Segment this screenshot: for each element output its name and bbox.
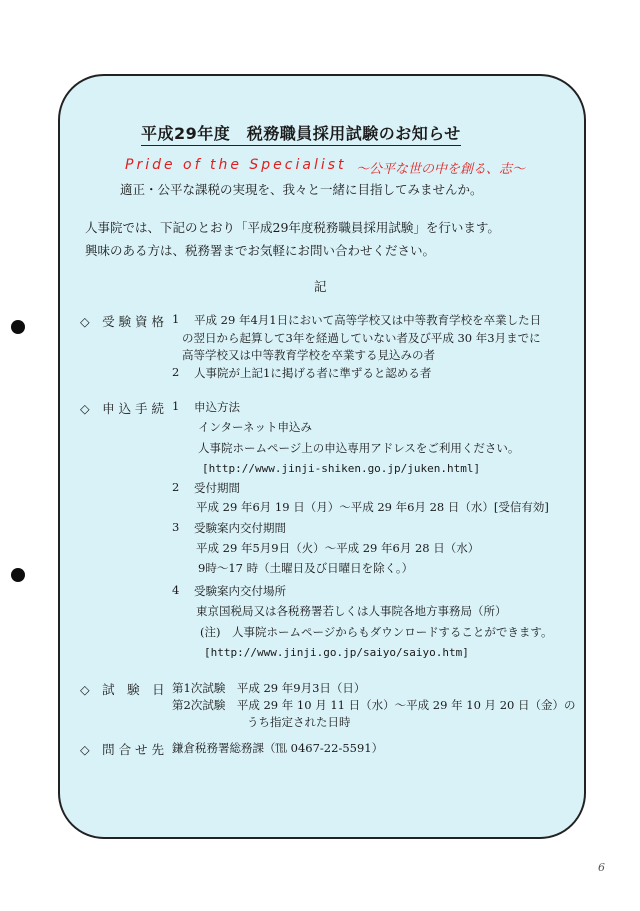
- application-item3-num: 3: [172, 520, 180, 534]
- application-item1-num: 1: [172, 399, 180, 413]
- intro-line-1: 人事院では、下記のとおり「平成29年度税務職員採用試験」を行います。: [85, 220, 500, 235]
- application-item4-line2: (注) 人事院ホームページからもダウンロードすることができます。: [200, 625, 553, 639]
- intro-line-2: 興味のある方は、税務署までお気軽にお問い合わせください。: [85, 243, 436, 258]
- slogan-japanese: ～公平な世の中を創る、志～: [356, 162, 526, 177]
- ki-heading: 記: [314, 279, 327, 294]
- application-item3-line2: 9時～17 時（土曜日及び日曜日を除く。）: [198, 561, 414, 575]
- application-item1-line2: 人事院ホームページ上の申込専用アドレスをご利用ください。: [198, 441, 520, 455]
- binder-hole-top: [11, 320, 25, 334]
- application-item3-title: 受験案内交付期間: [194, 521, 286, 535]
- page-number: 6: [598, 861, 605, 874]
- eligibility-item2-num: 2: [172, 365, 180, 379]
- application-item4-title: 受験案内交付場所: [194, 584, 286, 598]
- application-item4-num: 4: [172, 583, 180, 597]
- contact-text: 鎌倉税務署総務課（℡ 0467-22-5591）: [172, 741, 384, 755]
- section-label-contact: ◇ 問 合 せ 先: [80, 742, 165, 757]
- eligibility-item1-line2: の翌日から起算して3年を経過していない者及び平成 30 年3月までに: [182, 331, 541, 345]
- binder-hole-bottom: [11, 568, 25, 582]
- page-title: 平成29年度 税務職員採用試験のお知らせ: [141, 121, 461, 146]
- application-item1-line1: インターネット申込み: [198, 420, 312, 434]
- application-item4-line1: 東京国税局又は各税務署若しくは人事院各地方事務局（所）: [196, 604, 507, 618]
- application-item1-url[interactable]: [http://www.jinji-shiken.go.jp/juken.html]: [202, 462, 481, 475]
- section-label-eligibility: ◇ 受 験 資 格: [80, 314, 165, 329]
- exam-date-line3: うち指定された日時: [247, 715, 351, 729]
- application-item3-line1: 平成 29 年5月9日（火）～平成 29 年6月 28 日（水）: [196, 541, 480, 555]
- application-item4-url[interactable]: [http://www.jinji.go.jp/saiyo/saiyo.htm]: [204, 646, 469, 659]
- application-item1-title: 申込方法: [194, 400, 240, 414]
- application-item2-title: 受付期間: [194, 481, 240, 495]
- section-label-exam-date: ◇ 試 験 日: [80, 682, 165, 697]
- eligibility-item1-line3: 高等学校又は中等教育学校を卒業する見込みの者: [182, 348, 435, 362]
- subtitle: 適正・公平な課税の実現を、我々と一緒に目指してみませんか。: [120, 182, 483, 197]
- application-item2-text: 平成 29 年6月 19 日（月）～平成 29 年6月 28 日（水）[受信有効]: [196, 500, 549, 514]
- eligibility-item2-text: 人事院が上記1に掲げる者に準ずると認める者: [194, 366, 432, 380]
- section-label-application: ◇ 申 込 手 続: [80, 401, 165, 416]
- slogan-english: Pride of the Specialist: [125, 157, 347, 173]
- eligibility-item1-line1: 平成 29 年4月1日において高等学校又は中等教育学校を卒業した日: [194, 313, 542, 327]
- exam-date-line2: 第2次試験 平成 29 年 10 月 11 日（水）～平成 29 年 10 月 20 日（金）の: [172, 698, 576, 712]
- eligibility-item1-num: 1: [172, 312, 180, 326]
- application-item2-num: 2: [172, 480, 180, 494]
- exam-date-line1: 第1次試験 平成 29 年9月3日（日）: [172, 681, 366, 695]
